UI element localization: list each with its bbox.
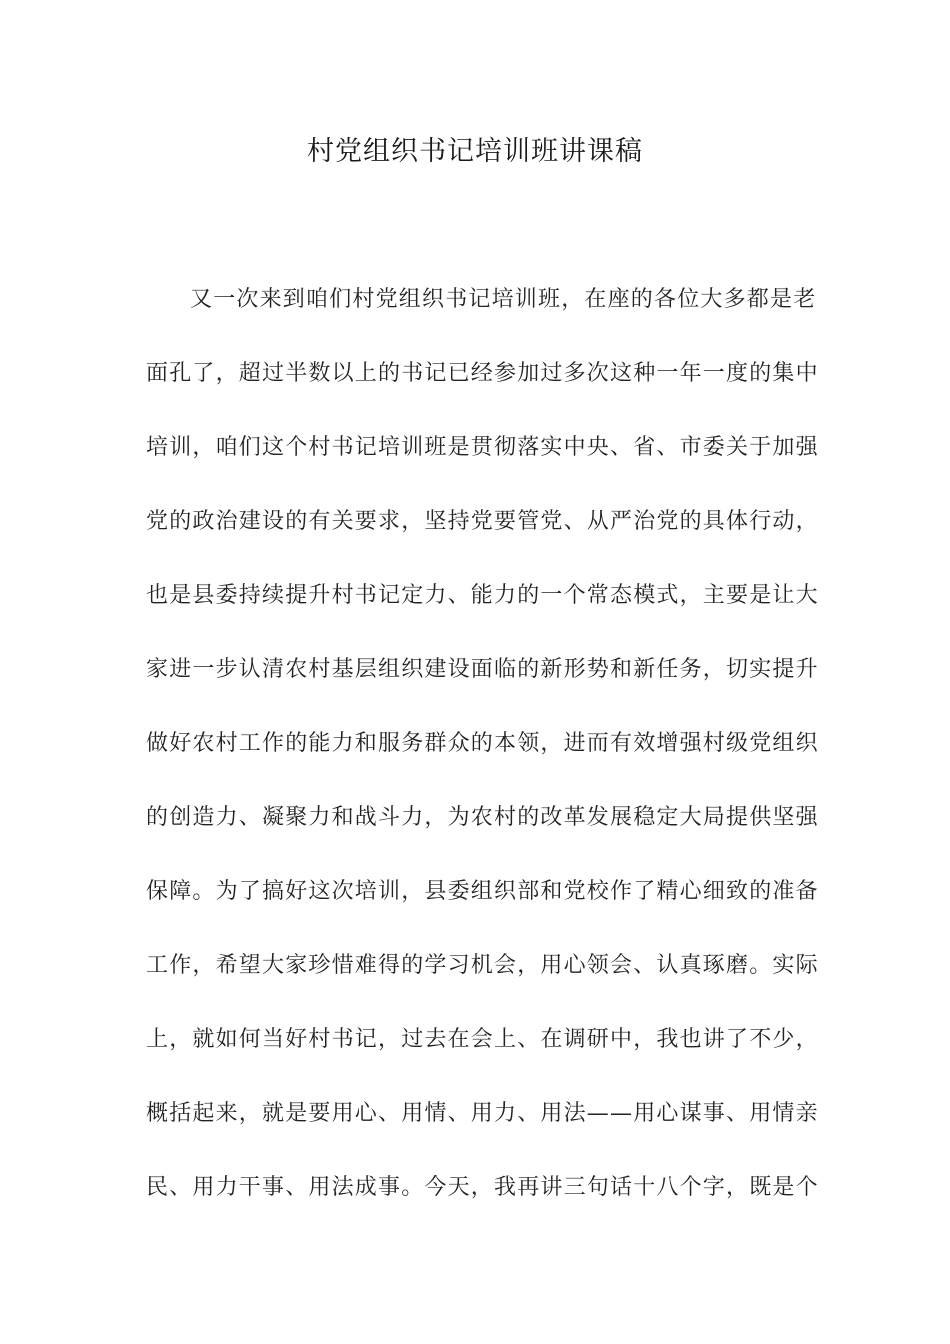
paragraph-line: 民、用力干事、用法成事。今天，我再讲三句话十八个字，既是个 [146, 1175, 819, 1200]
paragraph-line: 培训，咱们这个村书记培训班是贯彻落实中央、省、市委关于加强 [146, 435, 819, 460]
paragraph-line: 又一次来到咱们村党组织书记培训班，在座的各位大多都是老 [190, 287, 817, 312]
paragraph-line: 党的政治建设的有关要求，坚持党要管党、从严治党的具体行动， [146, 509, 819, 534]
paragraph-line: 家进一步认清农村基层组织建设面临的新形势和新任务，切实提升 [146, 657, 819, 682]
paragraph-line: 面孔了，超过半数以上的书记已经参加过多次这种一年一度的集中 [146, 361, 819, 386]
paragraph-line: 概括起来，就是要用心、用情、用力、用法——用心谋事、用情亲 [146, 1101, 819, 1126]
paragraph-line: 上，就如何当好村书记，过去在会上、在调研中，我也讲了不少， [146, 1027, 819, 1052]
document-title: 村党组织书记培训班讲课稿 [307, 136, 643, 167]
paragraph-line: 也是县委持续提升村书记定力、能力的一个常态模式，主要是让大 [146, 583, 819, 608]
paragraph-line: 做好农村工作的能力和服务群众的本领，进而有效增强村级党组织 [146, 731, 819, 756]
paragraph-line: 工作，希望大家珍惜难得的学习机会，用心领会、认真琢磨。实际 [146, 953, 819, 978]
paragraph-line: 保障。为了搞好这次培训，县委组织部和党校作了精心细致的准备 [146, 879, 819, 904]
paragraph-line: 的创造力、凝聚力和战斗力，为农村的改革发展稳定大局提供坚强 [146, 805, 819, 830]
